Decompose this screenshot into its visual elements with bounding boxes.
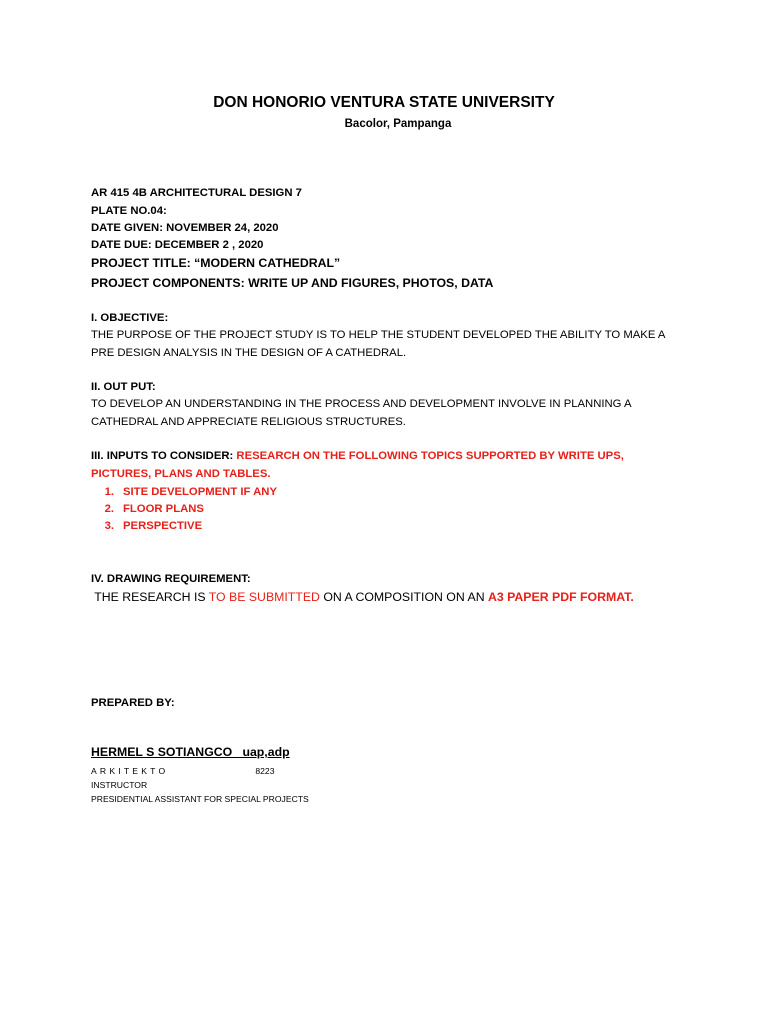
output-heading: II. OUT PUT: (91, 381, 156, 393)
inputs-highlight-2: PICTURES, PLANS AND TABLES. (91, 468, 271, 480)
drawing-text-part-2: TO BE SUBMITTED (208, 590, 320, 604)
project-components: PROJECT COMPONENTS: WRITE UP AND FIGURES, PHOTOS, DATA (91, 276, 494, 290)
drawing-heading: IV. DRAWING REQUIREMENT: (91, 573, 251, 585)
list-item-text: PERSPECTIVE (123, 520, 203, 532)
prepared-by-label: PREPARED BY: (91, 697, 175, 709)
inputs-highlight-1: RESEARCH ON THE FOLLOWING TOPICS SUPPORTED BY WRITE UPS, (236, 450, 624, 462)
date-due: DATE DUE: DECEMBER 2 , 2020 (91, 239, 264, 251)
signatory-name: HERMEL S SOTIANGCO uap,adp (91, 745, 290, 759)
list-item (91, 520, 202, 532)
university-location: Bacolor, Pampanga (344, 118, 452, 130)
project-title: PROJECT TITLE: “MODERN CATHEDRAL” (91, 256, 341, 270)
plate-number: PLATE NO.04: (91, 205, 167, 217)
university-name: DON HONORIO VENTURA STATE UNIVERSITY (213, 94, 555, 111)
drawing-text-part-1: THE RESEARCH IS (91, 590, 209, 604)
list-item (91, 486, 277, 498)
objective-heading: I. OBJECTIVE: (91, 312, 169, 324)
list-item-number: 2. (104, 503, 114, 515)
list-item-text: FLOOR PLANS (123, 503, 204, 515)
inputs-heading: III. INPUTS TO CONSIDER: (91, 450, 237, 462)
date-given: DATE GIVEN: NOVEMBER 24, 2020 (91, 222, 279, 234)
signatory-position: PRESIDENTIAL ASSISTANT FOR SPECIAL PROJECTS (91, 794, 309, 804)
list-item (91, 503, 204, 515)
drawing-text-part-4: A3 PAPER PDF FORMAT. (488, 590, 634, 604)
signatory-title: ARKITEKTO (91, 766, 169, 776)
list-item-number: 1. (104, 486, 114, 498)
course-code: AR 415 4B ARCHITECTURAL DESIGN 7 (91, 187, 302, 199)
objective-text-line-2: PRE DESIGN ANALYSIS IN THE DESIGN OF A CATHEDRAL. (91, 347, 407, 359)
list-item-number: 3. (104, 520, 114, 532)
signatory-title-line (91, 766, 274, 776)
objective-text-line-1: THE PURPOSE OF THE PROJECT STUDY IS TO HELP THE STUDENT DEVELOPED THE ABILITY TO MAKE A (91, 329, 666, 341)
registration-number: 8223 (255, 766, 275, 776)
drawing-requirement-text (91, 590, 634, 604)
list-item-text: SITE DEVELOPMENT IF ANY (123, 486, 277, 498)
output-text-line-1: TO DEVELOP AN UNDERSTANDING IN THE PROCESS AND DEVELOPMENT INVOLVE IN PLANNING A (91, 398, 632, 410)
drawing-text-part-3: ON A COMPOSITION ON AN (319, 590, 488, 604)
output-text-line-2: CATHEDRAL AND APPRECIATE RELIGIOUS STRUCTURES. (91, 416, 406, 428)
inputs-heading-line (91, 450, 624, 462)
signatory-role: INSTRUCTOR (91, 780, 148, 790)
